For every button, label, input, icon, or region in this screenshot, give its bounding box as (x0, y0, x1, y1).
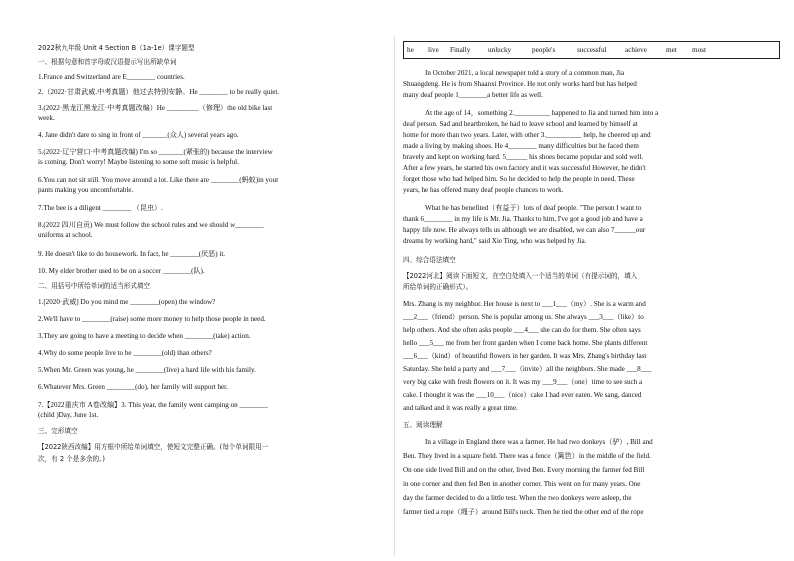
right-text-line: ___6___（kind）of beautiful flowers in her garden. It was Mrs. Zhang's birthday last (403, 352, 647, 360)
right-text-line: home for more than two years. Later, with other 3.__________ help, he cheered up and (403, 131, 651, 139)
left-text-line: 8.(2022 四川自贡) We must follow the school rules and we should w________ (38, 221, 264, 229)
word-bank-word: achieve (625, 46, 647, 54)
left-text-line: 9. He doesn't like to do housework. In fact, he ________(厌恶) it. (38, 250, 226, 258)
right-text-line: 所给单词的正确形式）。 (403, 283, 473, 291)
right-text-line: thank 6________ in my life is Mr. Jia. Thanks to him, I've got a good job and have a (403, 215, 643, 223)
left-text-line: 6.Whatever Mrs. Green ________(do), her family will support her. (38, 383, 228, 391)
right-text-line: hello ___5___ me from her front garden when I come back home. She plants different (403, 339, 648, 347)
right-text-line: in one corner and then fed Ben in another corner. This went on for many years. One (403, 480, 641, 488)
right-text-line: On one side lived Bill and on the other, lived Ben. Every morning the farmer fed Bill (403, 466, 645, 474)
left-text-line: 一、根据句意和首字母或汉语提示写出所缺单词 (38, 58, 177, 66)
right-text-line: ___2___（friend）person. She is popular among us. She always ___3___（like）to (403, 313, 644, 321)
left-text-line: 7.【2022重庆市 A卷改编】3. This year, the family went camping on ________ (38, 401, 268, 409)
word-bank-word: unlucky (488, 46, 512, 54)
left-text-line: week. (38, 114, 55, 122)
word-bank-word: people's (532, 46, 556, 54)
right-text-line: Shuangdeng. He is from Shaanxi Province. He not only works hard but has helped (403, 80, 637, 88)
right-text-line: dreams by working hard," said Xie Ting, who was helped by Jia. (403, 237, 587, 245)
word-bank-word: most (692, 46, 706, 54)
right-text-line: cake. I thought it was the ___10___（nice）cake I had ever eaten. We sang, danced (403, 391, 642, 399)
right-text-line: farmer tied a rope（绳子）around Bill's neck. Then he tied the other end of the rope (403, 508, 644, 516)
left-text-line: 1.France and Switzerland are E________ countries. (38, 73, 185, 81)
right-text-line: What he has benefited（有益于）lots of deaf people. "The person I want to (425, 204, 642, 212)
right-text-line: In October 2021, a local newspaper told a story of a common man, Jia (425, 69, 625, 77)
word-bank-word: Finally (450, 46, 471, 54)
right-text-line: Mrs. Zhang is my neighbor. Her house is next to ___1___（my）. She is a warm and (403, 300, 646, 308)
right-text-line: years, he has offered many deaf people chances to work. (403, 186, 564, 194)
left-text-line: 次，有 2 个是多余的。) (38, 455, 106, 463)
left-text-line: 3.They are going to have a meeting to decide when ________(take) action. (38, 332, 251, 340)
right-text-line: very big cake with fresh flowers on it. It was my ___9___（one）time to see such a (403, 378, 643, 386)
right-text-line: deaf person. Sad and heartbroken, he had to leave school and learned by himself at (403, 120, 638, 128)
left-text-line: 三、完形填空 (38, 427, 78, 435)
right-text-line: help others. And she often asks people ___4___ she can do for them. She often says (403, 326, 641, 334)
left-text-line: 10. My elder brother used to be on a soccer ________(队). (38, 267, 205, 275)
left-text-line: 2.We'll have to ________(raise) some more money to help those people in need. (38, 315, 266, 323)
right-text-line: Ben. They lived in a square field. There was a fence（篱笆）in the middle of the field. (403, 452, 651, 460)
column-divider (394, 36, 395, 556)
left-text-line: uniforms at school. (38, 231, 93, 239)
left-text-line: 4.Why do some people live to be ________(old) than others? (38, 349, 212, 357)
right-text-line: At the age of 14，something 2.__________ happened to Jia and turned him into a (425, 109, 659, 117)
left-text-line: 6.You can not sit still. You move around a lot. Like there are ________(蚂蚁)in your (38, 176, 279, 184)
right-text-line: happy life now. He always tells us although we are disabled, we can also 7______our (403, 226, 646, 234)
right-text-line: 五、阅读理解 (403, 421, 443, 429)
word-bank-word: successful (577, 46, 607, 54)
word-bank-word: live (428, 46, 439, 54)
right-text-line: many deaf people 1________a better life as well. (403, 91, 543, 99)
left-text-line: 7.The bee is a diligent ________ （昆虫）. (38, 204, 163, 212)
right-text-line: made a living by making shoes. He 4________ many difficulties but he faced them (403, 142, 639, 150)
left-text-line: is coming. Don't worry! Maybe listening to some soft music is helpful. (38, 158, 239, 166)
right-text-line: and talked and it was really a great time. (403, 404, 518, 412)
left-text-line: 3.(2022·黑龙江黑龙江·中考真题改编）He _________（修理）the old bike last (38, 104, 273, 112)
word-bank-word: met (666, 46, 677, 54)
right-text-line: forget those who had helped him. So he decided to help the people in need. These (403, 175, 635, 183)
left-text-line: pants making you uncomfortable. (38, 186, 134, 194)
left-text-line: (child )Day, June 1st. (38, 411, 99, 419)
left-text-line: 1.[2020·武威] Do you mind me ________(open) the window? (38, 298, 216, 306)
word-bank-word: he (407, 46, 414, 54)
right-text-line: 四、综合语法填空 (403, 256, 456, 264)
word-bank-box (403, 41, 780, 59)
right-text-line: day the farmer decided to do a little test. When the two donkeys were asleep, the (403, 494, 632, 502)
left-text-line: 【2022陕西改编】用方框中所给单词填空，使短文完整正确。(每个单词限用一 (38, 443, 269, 451)
left-text-line: 5.(2022·辽宁营口·中考真题改编) I'm so _______(紧张的) because the interview (38, 148, 273, 156)
right-text-line: 【2022河北】阅读下面短文，在空白处填入一个适当的单词（有提示词的，填入 (403, 272, 638, 280)
left-text-line: 2022秋九年级 Unit 4 Section B（1a-1e）课字题型 (38, 44, 195, 52)
right-text-line: In a village in England there was a farmer. He had two donkeys（驴）, Bill and (425, 438, 653, 446)
left-text-line: 2.（2022·甘肃武威.中考真题）他过去特别安静。He ________ to be really quiet. (38, 88, 280, 96)
right-text-line: After a few years, he started his own factory and it was successful However, he didn't (403, 164, 646, 172)
left-text-line: 5.When Mr. Green was young, he ________(live) a hard life with his family. (38, 366, 256, 374)
left-text-line: 4. Jane didn't dare to sing in front of _______(众人) several years ago. (38, 131, 239, 139)
right-text-line: bravely and kept on working hard. 5______ his shoes became popular and sold well. (403, 153, 644, 161)
right-text-line: Saturday. She held a party and ___7___（invite）all the neighbors. She made ___8___ (403, 365, 652, 373)
left-text-line: 二、用括号中所给单词的适当形式填空 (38, 282, 151, 290)
